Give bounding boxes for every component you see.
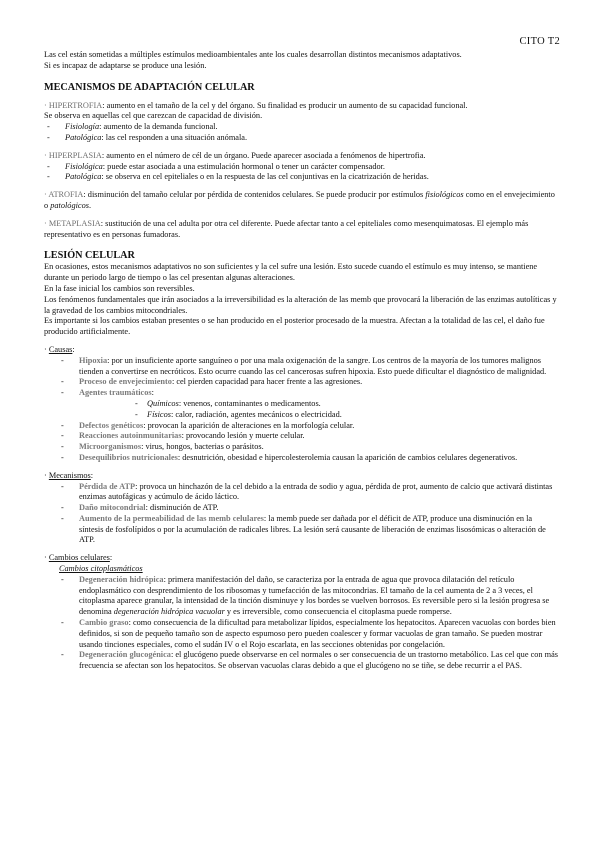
list-item: - Desequilibrios nutricionales: desnutrición, obesidad e hipercolesterolemia causan la aparición de cambios celulares degenerativos. [79, 453, 558, 464]
list-item: - Degeneración hidrópica: primera manifestación del daño, se caracteriza por la entrada de agua que provoca dilatación del retículo endoplasmático con desprendimiento de los ribosomas y tumefacción de las mitocondrias. El tamaño de la cel aumenta de 2 a 3 veces, el citoplasma aparece granular, la intensidad de la tinción disminuye y los bordes se vuelven borrosos. Es reversible pero si la lesión progresa se denomina degeneración hidrópica vacuolar y es irreversible, como consecuencia el citoplasma puede romperse. [79, 575, 558, 618]
lesion-paragraph-4: Es importante si los cambios estaban presentes o se han producido en el posterior procesado de la muestra. Afectan a la totalidad de las cel, el daño fue producido artificialmente. [44, 316, 545, 337]
metaplasia-definition: · METAPLASIA: sustitución de una cel adulta por otra cel diferente. Puede afectar tanto a cel epiteliales como mesenquimatosas. El ejemplo más representativo es en personas fumadoras. [44, 218, 529, 239]
list-item: - Químicos: venenos, contaminantes o medicamentos. [147, 399, 558, 410]
document-body [44, 50, 558, 672]
hipertrofia-list [44, 122, 558, 144]
cambios-subheading: Cambios citoplasmáticos [59, 564, 143, 574]
intro-paragraph-2: Si es incapaz de adaptarse se produce una lesión. [44, 60, 207, 70]
list-item: - Microorganismos: virus, hongos, bacterias o parásitos. [79, 442, 558, 453]
cambios-list [44, 575, 558, 672]
list-item: - Patológica: las cel responden a una situación anómala. [65, 133, 558, 144]
cambios-heading: · Cambios celulares: [44, 553, 113, 563]
mecanismos-list [44, 482, 558, 547]
list-item: - Proceso de envejecimiento: cel pierden capacidad para hacer frente a las agresiones. [79, 377, 558, 388]
list-item: - Fisiológica: puede estar asociada a una estimulación hormonal o tener un carácter compensador. [65, 162, 558, 173]
causas-list [44, 356, 558, 399]
lesion-paragraph-1: En ocasiones, estos mecanismos adaptativos no son suficientes y la cel sufre una lesión. Esto sucede cuando el estímulo es muy intenso, se mantiene durante un periodo largo de tiempo o las cel presentan algunas alteraciones. [44, 262, 538, 283]
causas-list-continued [44, 421, 558, 464]
atrofia-definition: · ATROFIA: disminución del tamaño celular por pérdida de contenidos celulares. Se puede producir por estímulos fisiológicos como en el envejecimiento o patológicos. [44, 190, 555, 210]
hiperplasia-list [44, 162, 558, 184]
list-item: - Daño mitocondrial: disminución de ATP. [79, 503, 558, 514]
list-item: - Pérdida de ATP: provoca un hinchazón de la cel debido a la entrada de sodio y agua, pérdida de prot, aumento de calcio que activará distintas enzimas autofágicas y acúmulo de ácido láctico. [79, 482, 558, 504]
intro-paragraph: Las cel están sometidas a múltiples estímulos medioambientales ante los cuales desarrollan distintos mecanismos adaptativos. [44, 50, 462, 59]
page-header-code: CITO T2 [519, 36, 560, 47]
list-item: - Hipoxia: por un insuficiente aporte sanguíneo o por una mala oxigenación de la sangre. Los centros de la mayoría de los tumores malignos tienden a convertirse en necróticos. Esto ocurre cuando las cel cancerosas sufren hipoxia. Esto puede dificultar el diagnóstico de malignidad. [79, 356, 558, 378]
list-item: - Defectos genéticos: provocan la aparición de alteraciones en la morfología celular. [79, 421, 558, 432]
causas-heading: · Causas: [44, 344, 75, 354]
lesion-paragraph-3: Los fenómenos fundamentales que irán asociados a la irreversibilidad es la alteración de las memb que provocará la liberación de las enzimas autolíticas y la gravedad de los cambios mitocondriales. [44, 294, 557, 315]
lesion-paragraph-2: En la fase inicial los cambios son reversibles. [44, 283, 195, 293]
list-item: - Cambio graso: como consecuencia de la dificultad para metabolizar lípidos, especialmente los hepatocitos. Aparecen vacuolas con bordes bien definidos, si son de pequeño tamaño son de aspecto espumoso pero pueden coalescer y formar vacuolas de gran tamaño. Se pueden mostrar usando tinciones especiales, como el sudán IV o el Rojo escarlata, en las secciones obtenidas por congelación. [79, 618, 558, 650]
hiperplasia-definition: · HIPERPLASIA: aumento en el número de cél de un órgano. Puede aparecer asociada a fenómenos de hipertrofia. [44, 150, 426, 160]
list-item: - Físicos: calor, radiación, agentes mecánicos o electricidad. [147, 410, 558, 421]
hipertrofia-definition: · HIPERTROFIA: aumento en el tamaño de la cel y del órgano. Su finalidad es producir un aumento de su capacidad funcional. [44, 100, 468, 110]
hipertrofia-observation: Se observa en aquellas cel que carezcan de capacidad de división. [44, 111, 263, 121]
section-title-adaptacion: MECANISMOS DE ADAPTACIÓN CELULAR [44, 81, 255, 93]
list-item: - Degeneración glucogénica: el glucógeno puede observarse en cel normales o ser consecuencia de un trastorno metabólico. Las cel que con más frecuencia se afectan son los hepatocitos. Se observan vacuolas claras debido a que el glucógeno no se tiñe, se debe recurrir a el PAS. [79, 650, 558, 672]
mecanismos-heading: · Mecanismos: [44, 470, 94, 480]
section-title-lesion: LESIÓN CELULAR [44, 250, 135, 262]
list-item: - Reacciones autoinmunitarias: provocando lesión y muerte celular. [79, 431, 558, 442]
list-item: - Fisiología: aumento de la demanda funcional. [65, 122, 558, 133]
list-item: - Agentes traumáticos: [79, 388, 558, 399]
traumaticos-sublist [44, 399, 558, 421]
list-item: - Patológica: se observa en cel epiteliales o en la respuesta de las cel conjuntivas en la cicatrización de heridas. [65, 172, 558, 183]
list-item: - Aumento de la permeabilidad de las memb celulares: la memb puede ser dañada por el déficit de ATP, produce una disminución en la síntesis de fosfolípidos o por la acumulación de radicales libres. La lesión será causante de liberación de enzimas lisosómicas o alteración de ATP. [79, 514, 558, 546]
